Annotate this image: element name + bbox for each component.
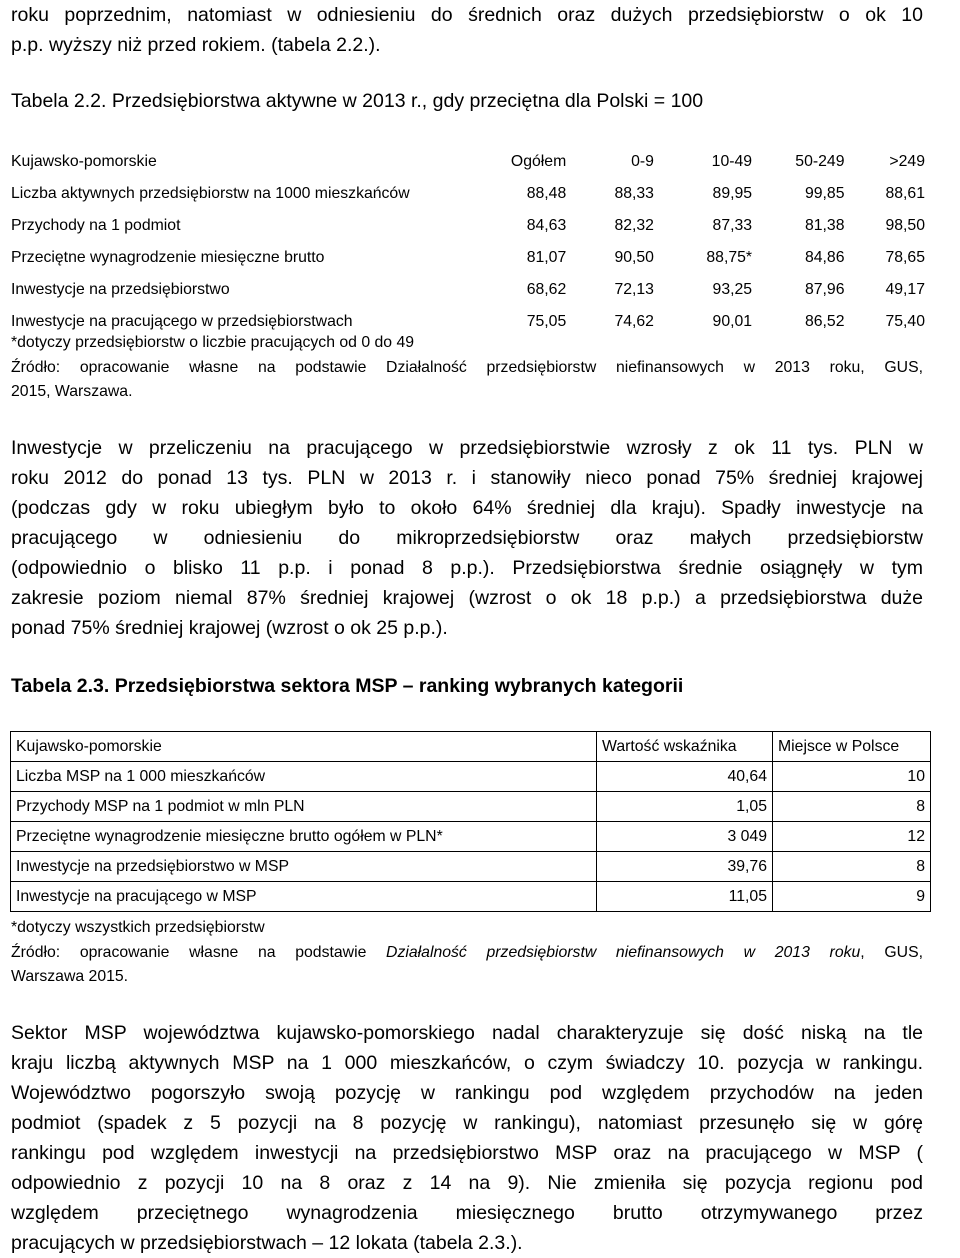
- table2-row-label: Przeciętne wynagrodzenie miesięczne brutto ogółem w PLN*: [11, 822, 597, 852]
- table2-header-cell: Kujawsko-pomorskie: [11, 732, 597, 762]
- table1-cell: 49,17: [885, 281, 925, 298]
- table1-row-label: Inwestycje na pracującego w przedsiębiorstwach: [11, 313, 353, 330]
- table1-cell: 75,40: [885, 313, 925, 330]
- table-row: [11, 762, 931, 792]
- table1-cell: 88,33: [614, 185, 654, 202]
- table-row: [11, 210, 931, 242]
- table1-header-cell: 10-49: [711, 153, 753, 170]
- table1-cell: 87,33: [712, 217, 753, 234]
- paragraph-line: odpowiednio z pozycji 10 na 8 oraz z 14 na 9). Nie zmieniła się pozycja regionu pod: [11, 1172, 923, 1194]
- table2-row-label: Inwestycje na pracującego w MSP: [11, 882, 597, 912]
- table1-header-row: [11, 146, 931, 178]
- table1-source-line: 2015, Warszawa.: [11, 383, 133, 400]
- paragraph-line: pracującego w odniesieniu do mikroprzedsiębiorstw oraz małych przedsiębiorstw: [11, 527, 923, 549]
- table2-rank-cell: 9: [773, 882, 931, 912]
- table-row: [11, 792, 931, 822]
- table1-row-label: Przeciętne wynagrodzenie miesięczne brutto: [11, 249, 325, 266]
- paragraph-line: roku 2012 do ponad 13 tys. PLN w 2013 r. i stanowiły nieco ponad 75% średniej krajowej: [11, 467, 923, 489]
- table1-cell: 88,75*: [706, 249, 753, 266]
- table-row: [11, 882, 931, 912]
- table1-cell: 86,52: [804, 313, 845, 330]
- table1-caption: Tabela 2.2. Przedsiębiorstwa aktywne w 2013 r., gdy przeciętna dla Polski = 100: [11, 90, 704, 112]
- table1-cell: 81,38: [804, 217, 845, 234]
- table2-row-label: Inwestycje na przedsiębiorstwo w MSP: [11, 852, 597, 882]
- table1-header-cell: >249: [889, 153, 925, 170]
- table1-header-cell: Kujawsko-pomorskie: [11, 153, 157, 170]
- table-row: [11, 822, 931, 852]
- table2-header-cell: Wartość wskaźnika: [597, 732, 773, 762]
- intro-line: roku poprzednim, natomiast w odniesieniu do średnich oraz dużych przedsiębiorstw o ok 10: [11, 4, 923, 26]
- intro-paragraph: [11, 0, 923, 60]
- intro-line: p.p. wyższy niż przed rokiem. (tabela 2.2.).: [11, 34, 381, 56]
- table2-value-cell: 39,76: [597, 852, 773, 882]
- table2-row-label: Przychody MSP na 1 podmiot w mln PLN: [11, 792, 597, 822]
- table1-cell: 75,05: [526, 313, 567, 330]
- table2: [10, 731, 931, 912]
- paragraph-line: podmiot (spadek z 5 pozycji na 8 pozycję w rankingu), natomiast przesunęło się w górę: [11, 1112, 923, 1134]
- paragraph-line: Województwo pogorszyło swoją pozycję w rankingu pod względem przychodów na jeden: [11, 1082, 923, 1104]
- table1-row-label: Przychody na 1 podmiot: [11, 217, 181, 234]
- table-row: [11, 274, 931, 306]
- table2-header-row: [11, 732, 931, 762]
- table2-source-title: Działalność przedsiębiorstw niefinansowych w 2013 roku: [386, 944, 861, 961]
- table1-footnote: *dotyczy przedsiębiorstw o liczbie pracujących od 0 do 49: [11, 334, 415, 351]
- table1: [11, 146, 931, 338]
- table1-cell: 88,61: [885, 185, 925, 202]
- table1-cell: 81,07: [526, 249, 567, 266]
- table1-cell: 74,62: [614, 313, 654, 330]
- paragraph-line: rankingu pod względem inwestycji na przedsiębiorstwo MSP oraz na pracującego w MSP (: [11, 1142, 923, 1164]
- table1-cell: 84,63: [526, 217, 567, 234]
- table1-cell: 98,50: [885, 217, 925, 234]
- table2-rank-cell: 8: [773, 852, 931, 882]
- table1-header-cell: Ogółem: [510, 153, 567, 170]
- table-row: [11, 852, 931, 882]
- table1-cell: 90,01: [712, 313, 753, 330]
- table2-source-line: Warszawa 2015.: [11, 968, 129, 985]
- table-row: [11, 242, 931, 274]
- paragraph-line: Inwestycje w przeliczeniu na pracującego w przedsiębiorstwie wzrosły z ok 11 tys. PLN w: [11, 437, 923, 459]
- table2-rank-cell: 12: [773, 822, 931, 852]
- table2-caption: Tabela 2.3. Przedsiębiorstwa sektora MSP – ranking wybranych kategorii: [11, 675, 684, 697]
- table1-cell: 89,95: [712, 185, 753, 202]
- table2-source-line: [11, 941, 923, 965]
- table1-header-cell: 0-9: [631, 153, 654, 170]
- paragraph-line: kraju liczbą aktywnych MSP na 1 000 mieszkańców, o czym świadczy 10. pozycja w rankingu.: [11, 1052, 923, 1074]
- table1-cell: 90,50: [614, 249, 654, 266]
- table2-rank-cell: 8: [773, 792, 931, 822]
- table2-footnote: *dotyczy wszystkich przedsiębiorstw: [11, 919, 265, 936]
- paragraph-line: zakresie poziom niemal 87% średniej krajowej (wzrost o ok 18 p.p.) a przedsiębiorstwa duże: [11, 587, 923, 609]
- paragraph-line: (odpowiednio o blisko 11 p.p. i ponad 8 p.p.). Przedsiębiorstwa średnie osiągnęły w tym: [11, 557, 923, 579]
- table1-source-line: Źródło: opracowanie własne na podstawie Działalność przedsiębiorstw niefinansowych w 2013 roku, GUS,: [11, 359, 923, 376]
- table1-header-cell: 50-249: [795, 153, 845, 170]
- table2-header-cell: Miejsce w Polsce: [773, 732, 931, 762]
- table1-cell: 87,96: [804, 281, 845, 298]
- table2-value-cell: 3 049: [597, 822, 773, 852]
- table1-cell: 78,65: [885, 249, 925, 266]
- paragraph-line: pracujących w przedsiębiorstwach – 12 lokata (tabela 2.3.).: [11, 1232, 523, 1254]
- table1-row-label: Inwestycje na przedsiębiorstwo: [11, 281, 230, 298]
- table1-cell: 88,48: [526, 185, 567, 202]
- body-paragraph: [11, 433, 923, 643]
- table1-cell: 72,13: [614, 281, 654, 298]
- table1-cell: 84,86: [804, 249, 845, 266]
- table1-source: [11, 356, 923, 404]
- table1-cell: 99,85: [804, 185, 845, 202]
- paragraph-line: ponad 75% średniej krajowej (wzrost o ok 25 p.p.).: [11, 617, 448, 639]
- table1-cell: 93,25: [712, 281, 753, 298]
- table2-source-suffix: , GUS,: [860, 944, 923, 961]
- table1-row-label: Liczba aktywnych przedsiębiorstw na 1000 mieszkańców: [11, 185, 410, 202]
- body-paragraph: [11, 1018, 923, 1258]
- table2-value-cell: 40,64: [597, 762, 773, 792]
- table2-rank-cell: 10: [773, 762, 931, 792]
- table1-cell: 82,32: [614, 217, 654, 234]
- table2-value-cell: 1,05: [597, 792, 773, 822]
- table2-source-prefix: Źródło: opracowanie własne na podstawie: [11, 944, 387, 961]
- paragraph-line: Sektor MSP województwa kujawsko-pomorskiego nadal charakteryzuje się dość niską na tle: [11, 1022, 923, 1044]
- table2-source: [11, 941, 923, 989]
- table2-row-label: Liczba MSP na 1 000 mieszkańców: [11, 762, 597, 792]
- table-row: [11, 178, 931, 210]
- table1-cell: 68,62: [526, 281, 567, 298]
- table2-value-cell: 11,05: [597, 882, 773, 912]
- paragraph-line: względem przeciętnego wynagrodzenia miesięcznego brutto otrzymywanego przez: [11, 1202, 923, 1224]
- paragraph-line: (podczas gdy w roku ubiegłym było to około 64% średniej dla kraju). Spadły inwestycje na: [11, 497, 923, 519]
